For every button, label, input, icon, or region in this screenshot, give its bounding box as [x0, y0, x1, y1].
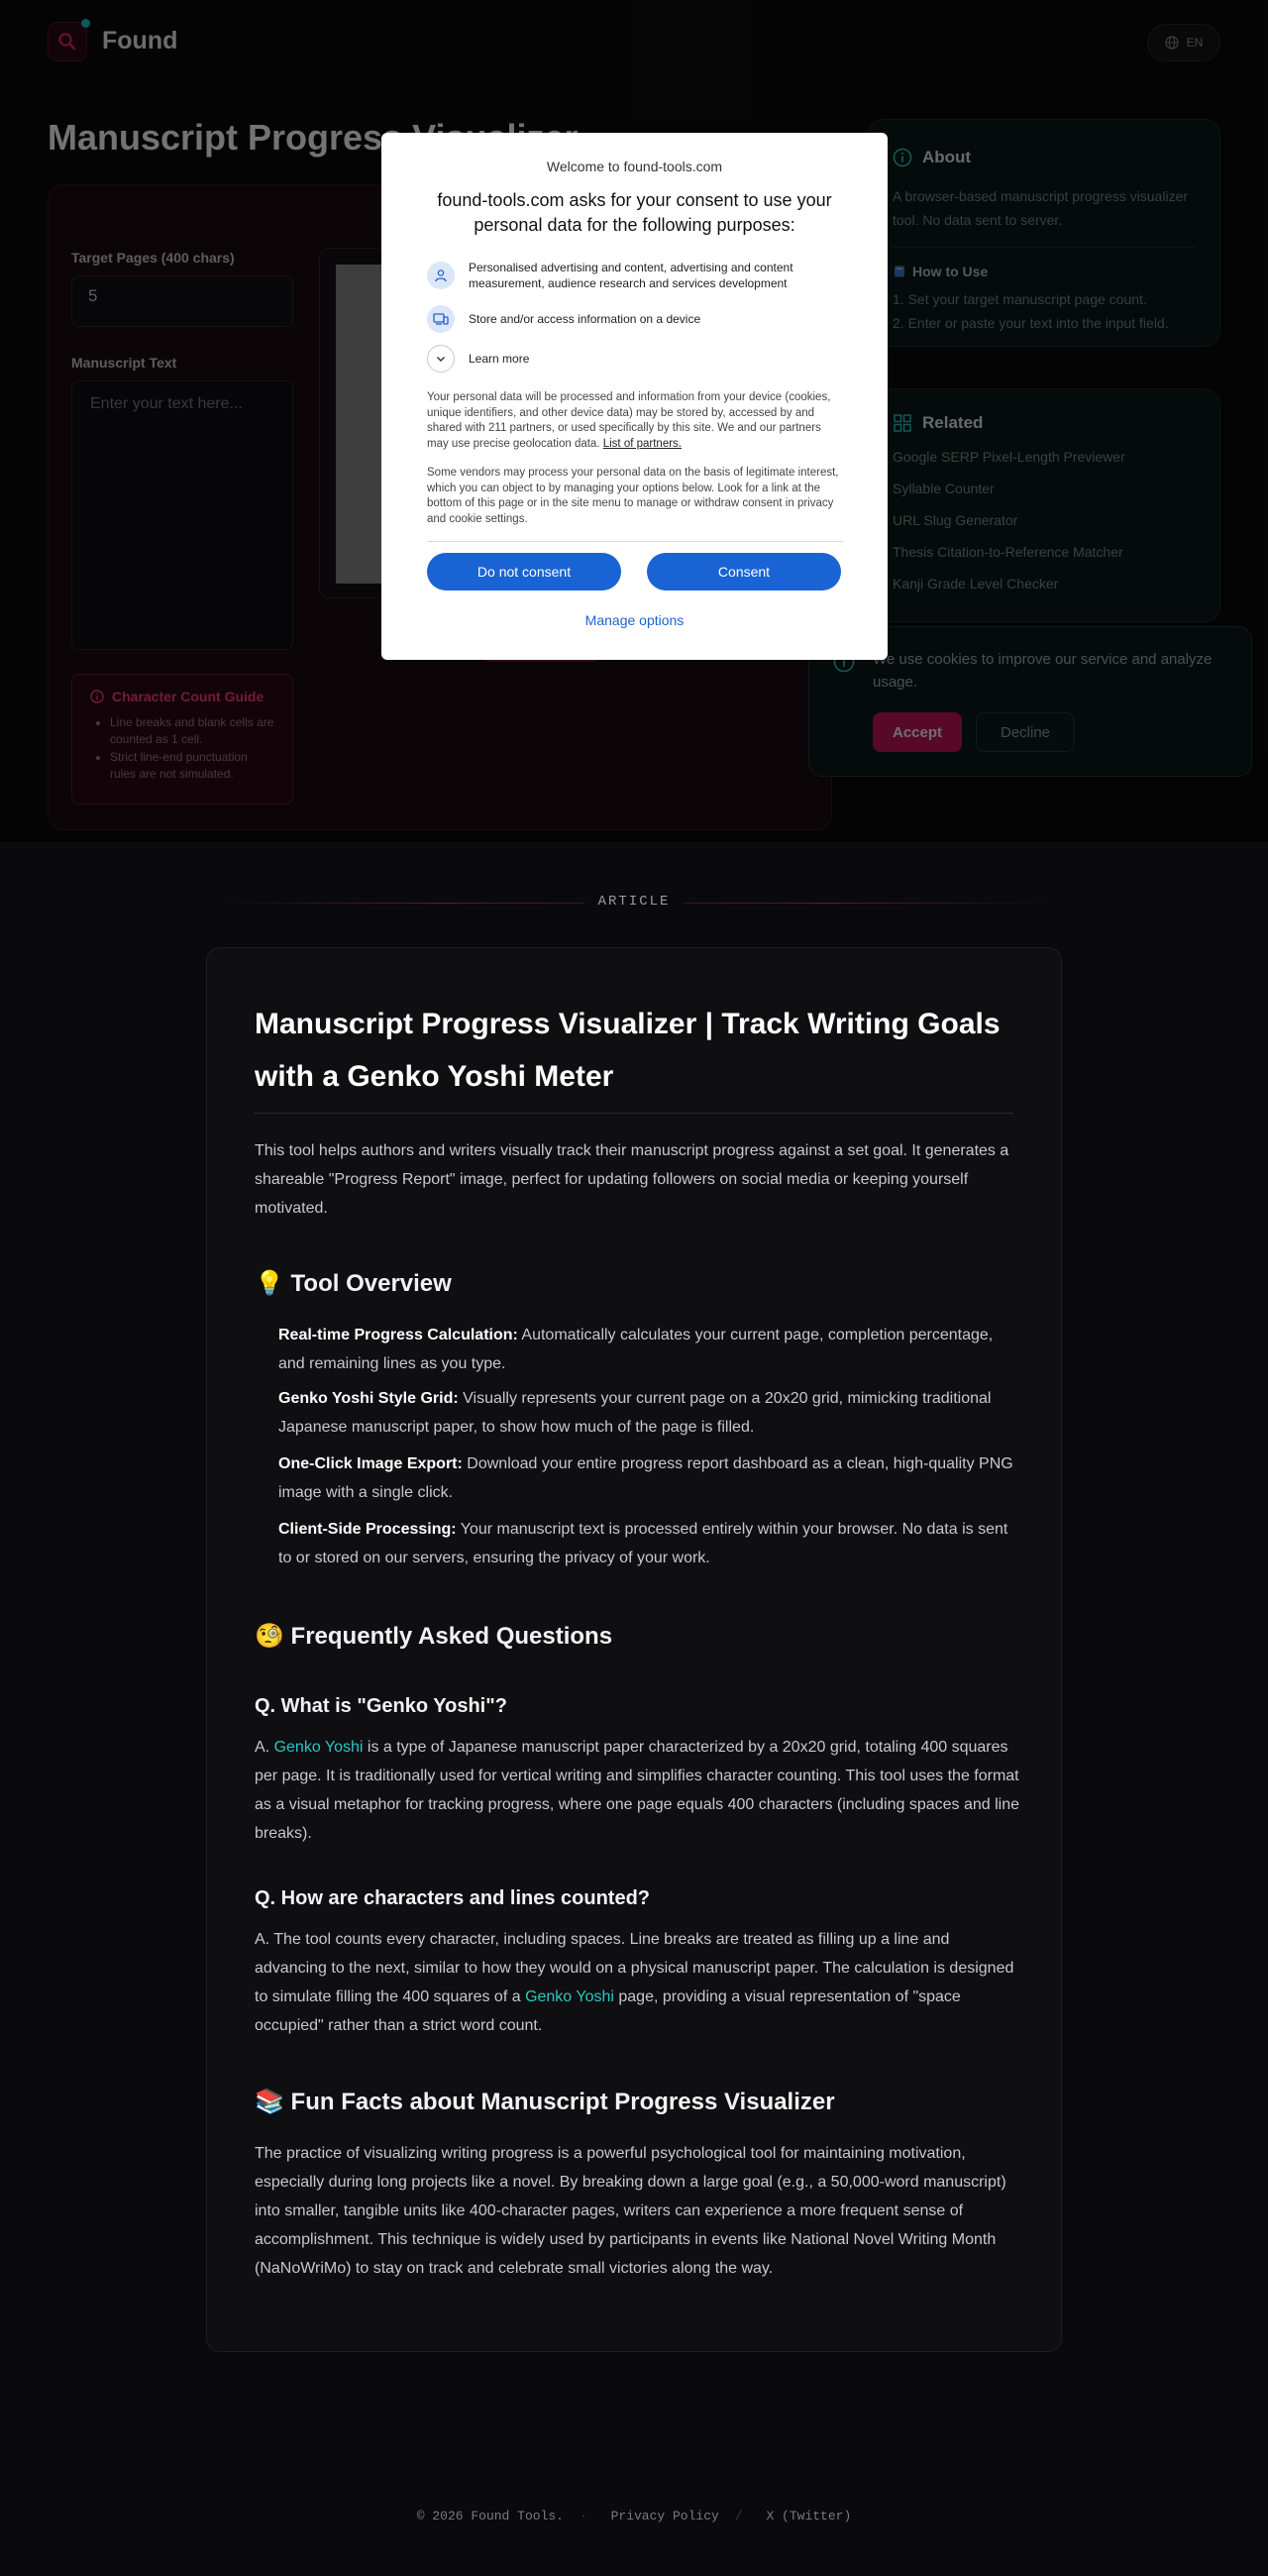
feature-item: Real-time Progress Calculation: Automatically calculates your current page, completion percentage, and remaining lines as you type.	[278, 1327, 994, 1373]
consent-divider	[427, 541, 843, 542]
copyright: © 2026 Found Tools.	[416, 2509, 564, 2523]
article-intro: This tool helps authors and writers visually track their manuscript progress against a set goal. It generates a shareable "Progress Report" image, perfect for updating followers on social media or keeping yourself motivated.	[255, 1142, 1009, 1218]
chevron-down-icon[interactable]	[427, 345, 455, 373]
faq-question: Q. What is "Genko Yoshi"?	[255, 1695, 507, 1717]
twitter-link[interactable]: X (Twitter)	[766, 2509, 852, 2523]
consent-welcome: Welcome to found-tools.com	[546, 159, 723, 174]
faq-answer: A. Genko Yoshi is a type of Japanese manuscript paper characterized by a 20x20 grid, totaling 400 squares per page. It is traditionally used for vertical writing and simplifies character counting. This tool uses the format as a visual metaphor for tracking progress, where one page equals 400 characters (including spaces and line breaks).	[255, 1739, 1019, 1843]
partners-link[interactable]: List of partners.	[602, 437, 682, 450]
genko-yoshi-link[interactable]: Genko Yoshi	[525, 1988, 614, 2006]
genko-yoshi-link[interactable]: Genko Yoshi	[273, 1739, 364, 1756]
purpose-text: Personalised advertising and content, advertising and content measurement, audience research and services development	[469, 261, 793, 291]
feature-item: Client-Side Processing: Your manuscript text is processed entirely within your browser. No data is sent to or stored on our servers, ensuring the privacy of your work.	[278, 1521, 1008, 1567]
feature-item: One-Click Image Export: Download your entire progress report dashboard as a clean, high-quality PNG image with a single click.	[278, 1455, 1013, 1502]
purpose-personalised-ads	[427, 260, 843, 291]
fun-facts-text: The practice of visualizing writing progress is a powerful psychological tool for maintaining motivation, especially during long projects like a novel. By breaking down a large goal (e.g., a 50,000-word manuscript) into smaller, tangible units like 400-character pages, writers can experience a more frequent sense of accomplishment. This technique is widely used by participants in events like National Novel Writing Month (NaNoWriMo) to stay on track and celebrate small victories along the way.	[255, 2145, 1006, 2278]
faq-heading: 🧐 Frequently Asked Questions	[255, 1623, 613, 1650]
consent-button[interactable]: Consent	[647, 553, 841, 590]
article-card	[206, 947, 1062, 2352]
article-title: Manuscript Progress Visualizer | Track Writing Goals with a Genko Yoshi Meter	[255, 1008, 1001, 1094]
manage-options-link[interactable]: Manage options	[584, 612, 685, 628]
consent-legitimate-interest-text: Some vendors may process your personal data on the basis of legitimate interest, which you can object to by managing your options below. Look for a link at the bottom of this page or in the site menu to manage or withdraw consent in privacy and cookie settings.	[427, 467, 839, 525]
device-icon	[427, 305, 455, 333]
privacy-policy-link[interactable]: Privacy Policy	[610, 2509, 719, 2523]
feature-item: Genko Yoshi Style Grid: Visually represents your current page on a 20x20 grid, mimicking traditional Japanese manuscript paper, to show how much of the page is filled.	[278, 1390, 992, 1437]
overview-heading: 💡 Tool Overview	[255, 1270, 452, 1297]
purpose-text: Store and/or access information on a device	[469, 311, 701, 326]
purpose-device-storage	[427, 305, 843, 333]
title-rule	[255, 1113, 1013, 1114]
consent-dialog	[381, 133, 888, 660]
do-not-consent-button[interactable]: Do not consent	[427, 553, 621, 590]
learn-more[interactable]	[427, 345, 843, 373]
fun-facts-heading: 📚 Fun Facts about Manuscript Progress Visualizer	[255, 2089, 835, 2115]
faq-question: Q. How are characters and lines counted?	[255, 1887, 651, 1909]
consent-heading: found-tools.com asks for your consent to use your personal data for the following purposes:	[437, 190, 832, 236]
site-footer: © 2026 Found Tools. · Privacy Policy / X (Twitter)	[416, 2509, 852, 2523]
consent-info-text: Your personal data will be processed and information from your device (cookies, unique identifiers, and other device data) may be stored by, accessed by and shared with 211 partners, or used specifically by this site. We and our partners may use precise geolocation data. List of partners.	[427, 391, 831, 450]
faq-answer: A. The tool counts every character, including spaces. Line breaks are treated as filling up a line and advancing to the next, similar to how they would on a physical manuscript paper. The calculation is designed to simulate filling the 400 squares of a Genko Yoshi page, providing a visual representation of "space occupied" rather than a strict word count.	[255, 1931, 1014, 2035]
article-label: ARTICLE	[597, 894, 671, 910]
person-icon	[427, 262, 455, 289]
learn-more-label[interactable]: Learn more	[469, 351, 530, 366]
